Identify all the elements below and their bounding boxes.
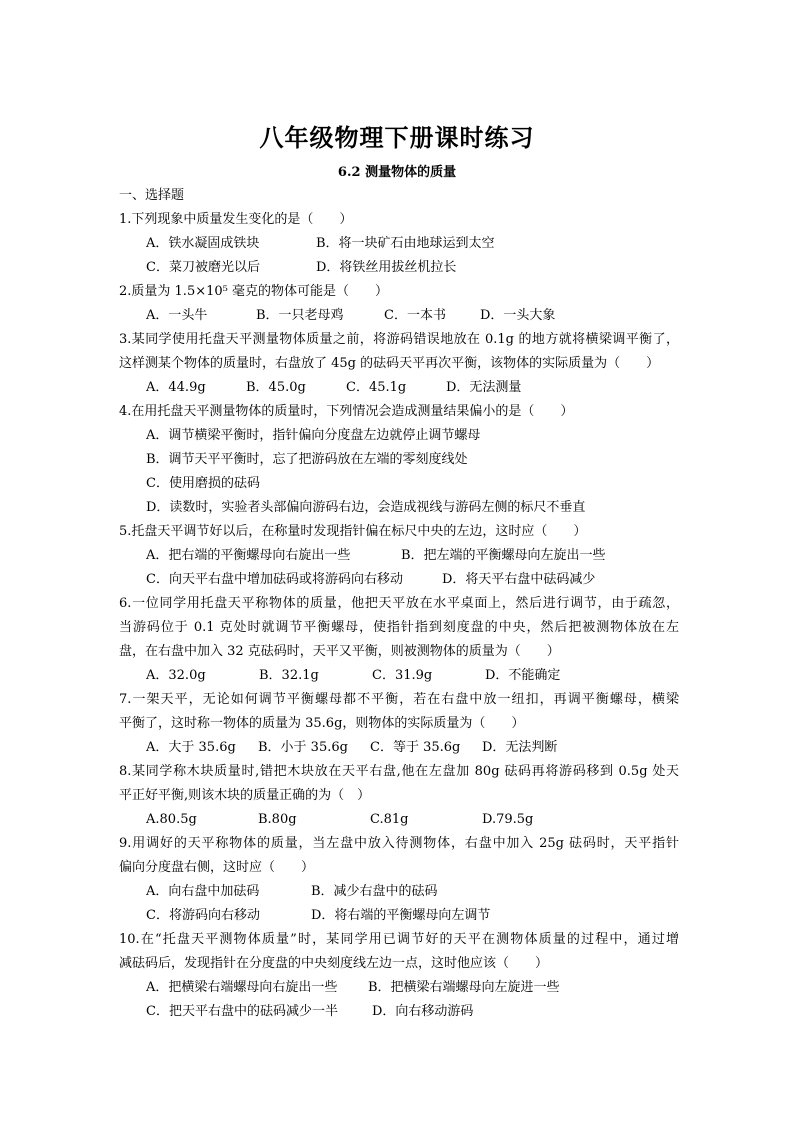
option-row bbox=[119, 256, 679, 280]
answer-option: C．31.9g bbox=[372, 668, 433, 683]
question-text-line: 平正好平衡,则该木块的质量正确的为（ ） bbox=[119, 788, 371, 803]
option-row bbox=[119, 376, 679, 400]
answer-option: C．45.1g bbox=[346, 380, 407, 395]
answer-option: B．45.0g bbox=[246, 380, 306, 395]
option-row bbox=[119, 568, 679, 592]
question-3 bbox=[119, 328, 679, 400]
answer-option: C．菜刀被磨光以后 bbox=[146, 260, 260, 275]
question-text-line: 7.一架天平，无论如何调节平衡螺母都不平衡，若在右盘中放一纽扣，再调平衡螺母，横梁 bbox=[119, 692, 679, 707]
answer-option: B．32.1g bbox=[259, 668, 319, 683]
answer-option: C．把天平右盘中的砝码减少一半 bbox=[146, 1004, 338, 1019]
answer-option: D．读数时，实验者头部偏向游码右边，会造成视线与游码左侧的标尺不垂直 bbox=[146, 500, 586, 515]
question-9 bbox=[119, 832, 679, 928]
answer-option: C．一本书 bbox=[384, 308, 446, 323]
option-row bbox=[119, 472, 679, 496]
question-text-line: 减砝码后，发现指针在分度盘的中央刻度线左边一点，这时他应该（ ） bbox=[119, 956, 549, 971]
answer-option: A．大于 35.6g bbox=[146, 740, 236, 755]
answer-option: D.79.5g bbox=[482, 812, 534, 827]
question-2 bbox=[119, 280, 679, 328]
question-text-line: 3.某同学使用托盘天平测量物体质量之前，将游码错误地放在 0.1g 的地方就将横梁调平衡了， bbox=[119, 332, 679, 347]
answer-option: D．不能确定 bbox=[485, 668, 561, 683]
question-4 bbox=[119, 400, 679, 520]
answer-option: A.80.5g bbox=[146, 812, 197, 827]
answer-option: B．把左端的平衡螺母向左旋出一些 bbox=[401, 548, 606, 563]
option-row bbox=[119, 304, 679, 328]
option-row bbox=[119, 904, 679, 928]
answer-option: A．一头牛 bbox=[146, 308, 208, 323]
option-row bbox=[119, 976, 679, 1000]
answer-option: A．把右端的平衡螺母向右旋出一些 bbox=[146, 548, 351, 563]
answer-option: C．将游码向右移动 bbox=[146, 908, 260, 923]
question-text-line: 8.某同学称木块质量时,错把木块放在天平右盘,他在左盘加 80g 砝码再将游码移到 0.5g 处天 bbox=[119, 764, 679, 779]
option-row bbox=[119, 448, 679, 472]
question-text-line: 偏向分度盘右侧，这时应（ ） bbox=[119, 860, 315, 875]
answer-option: D．向右移动游码 bbox=[372, 1004, 474, 1019]
page-title: 八年级物理下册课时练习 bbox=[259, 123, 535, 152]
answer-option: C．等于 35.6g bbox=[370, 740, 461, 755]
question-7 bbox=[119, 688, 679, 760]
option-row bbox=[119, 496, 679, 520]
option-row bbox=[119, 808, 679, 832]
answer-option: C.81g bbox=[370, 812, 409, 827]
answer-option: D．无法判断 bbox=[482, 740, 558, 755]
question-text-line: 平衡了，这时称一物体的质量为 35.6g，则物体的实际质量为（ ） bbox=[119, 716, 525, 731]
option-row bbox=[119, 664, 679, 688]
answer-option: D．一头大象 bbox=[480, 308, 556, 323]
page-subtitle: 6.2 测量物体的质量 bbox=[337, 165, 457, 180]
question-list bbox=[119, 184, 679, 1024]
option-row bbox=[119, 544, 679, 568]
answer-option: C．使用磨损的砝码 bbox=[146, 476, 260, 491]
option-row bbox=[119, 424, 679, 448]
option-row bbox=[119, 232, 679, 256]
question-text-line: 5.托盘天平调节好以后，在称量时发现指针偏在标尺中央的左边，这时应（ ） bbox=[119, 524, 587, 539]
section-heading: 一、选择题 bbox=[119, 188, 185, 203]
question-8 bbox=[119, 760, 679, 832]
question-text-line: 这样测某个物体的质量时，右盘放了 45g 的砝码天平再次平衡，该物体的实际质量为（ ） bbox=[119, 356, 660, 371]
question-5 bbox=[119, 520, 679, 592]
answer-option: A．调节横梁平衡时，指针偏向分度盘左边就停止调节螺母 bbox=[146, 428, 481, 443]
question-text-line: 10.在“托盘天平测物体质量”时，某同学用已调节好的天平在测物体质量的过程中，通过增 bbox=[119, 932, 679, 947]
answer-option: A．32.0g bbox=[146, 668, 206, 683]
question-text-line: 2.质量为 1.5×10⁵ 毫克的物体可能是（ ） bbox=[119, 284, 388, 299]
question-text-line: 9.用调好的天平称物体的质量，当左盘中放入待测物体，右盘中加入 25g 砝码时，天平指针 bbox=[119, 836, 679, 851]
answer-option: B.80g bbox=[258, 812, 297, 827]
answer-option: B．减少右盘中的砝码 bbox=[311, 884, 438, 899]
question-text-line: 1.下列现象中质量发生变化的是（ ） bbox=[119, 212, 353, 227]
answer-option: A．44.9g bbox=[146, 380, 206, 395]
question-10 bbox=[119, 928, 679, 1024]
answer-option: B．将一块矿石由地球运到太空 bbox=[316, 236, 495, 251]
answer-option: B．把横梁右端螺母向左旋进一些 bbox=[368, 980, 560, 995]
answer-option: D．将右端的平衡螺母向左调节 bbox=[311, 908, 491, 923]
answer-option: D．将铁丝用拔丝机拉长 bbox=[316, 260, 457, 275]
question-text-line: 4.在用托盘天平测量物体的质量时，下列情况会造成测量结果偏小的是（ ） bbox=[119, 404, 574, 419]
question-text-line: 盘，在右盘中加入 32 克砝码时，天平又平衡，则被测物体的质量为（ ） bbox=[119, 644, 560, 659]
option-row bbox=[119, 1000, 679, 1024]
answer-option: A．把横梁右端螺母向右旋出一些 bbox=[146, 980, 338, 995]
question-6 bbox=[119, 592, 679, 688]
answer-option: A．向右盘中加砝码 bbox=[146, 884, 260, 899]
question-text-line: 当游码位于 0.1 克处时就调节平衡螺母，使指针指到刻度盘的中央，然后把被测物体放在左 bbox=[119, 620, 679, 635]
option-row bbox=[119, 736, 679, 760]
answer-option: B．小于 35.6g bbox=[258, 740, 348, 755]
question-1 bbox=[119, 208, 679, 280]
answer-option: D．将天平右盘中砝码减少 bbox=[442, 572, 596, 587]
answer-option: C．向天平右盘中增加砝码或将游码向右移动 bbox=[146, 572, 403, 587]
answer-option: B．一只老母鸡 bbox=[256, 308, 344, 323]
option-row bbox=[119, 880, 679, 904]
answer-option: B．调节天平平衡时，忘了把游码放在左端的零刻度线处 bbox=[146, 452, 468, 467]
question-text-line: 6.一位同学用托盘天平称物体的质量，他把天平放在水平桌面上，然后进行调节，由于疏忽， bbox=[119, 596, 679, 611]
answer-option: A．铁水凝固成铁块 bbox=[146, 236, 260, 251]
answer-option: D．无法测量 bbox=[446, 380, 522, 395]
